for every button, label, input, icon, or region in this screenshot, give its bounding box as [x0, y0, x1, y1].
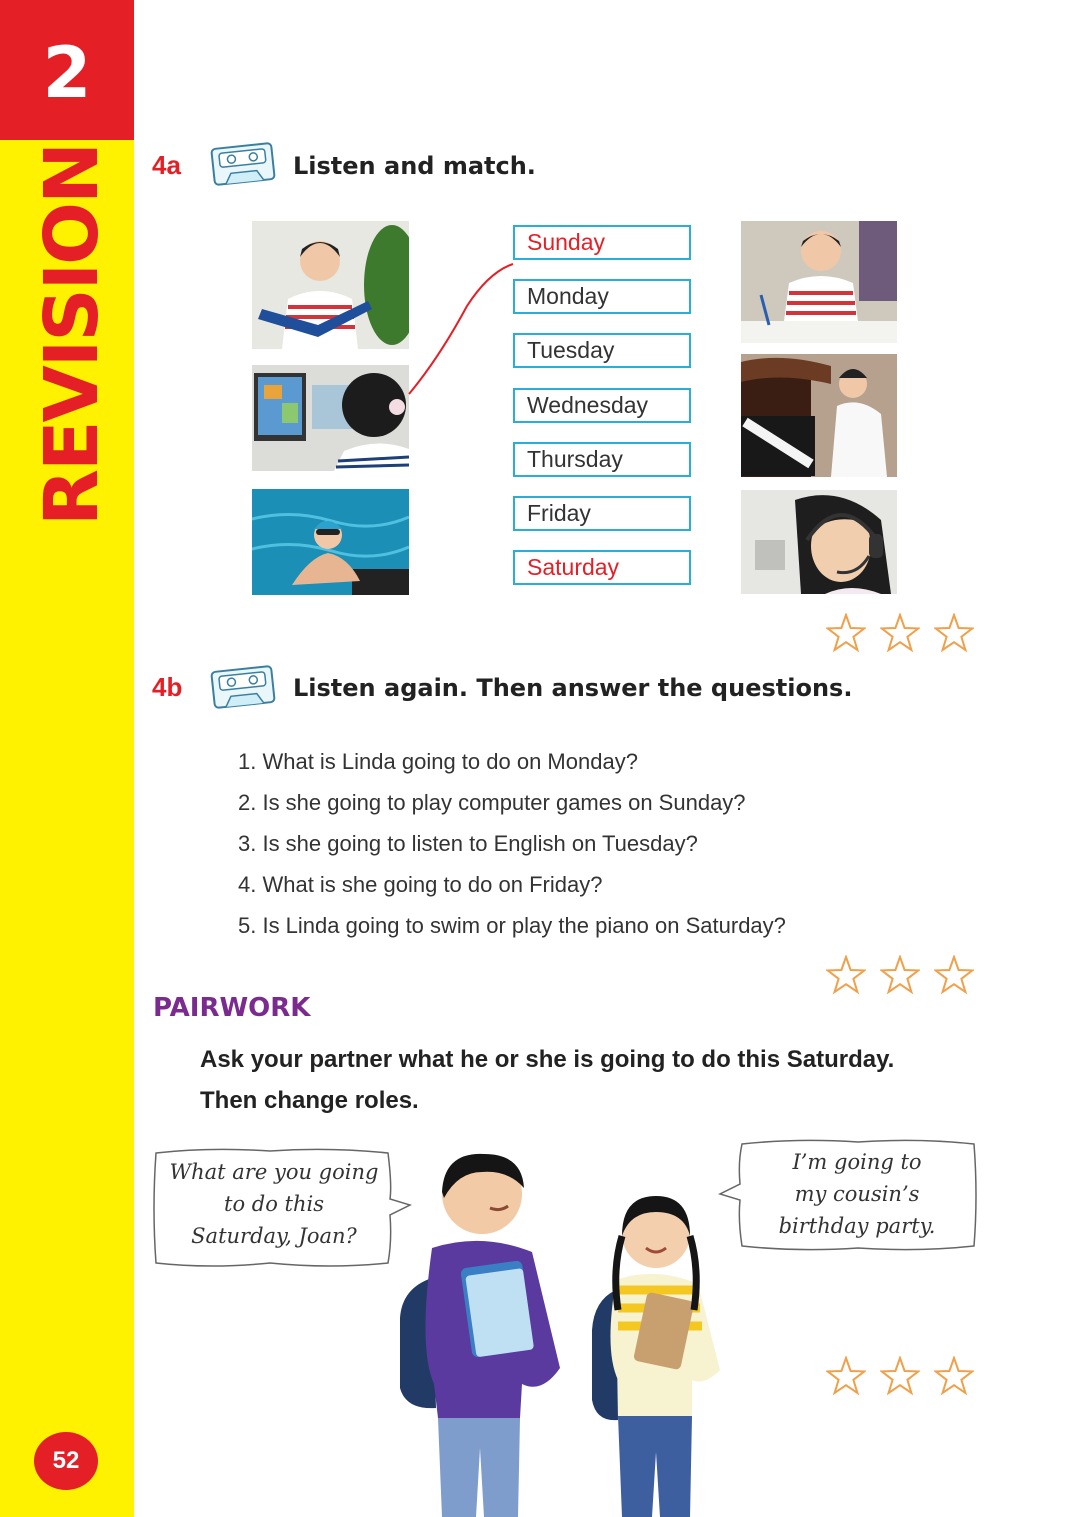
page-number: 52	[34, 1432, 98, 1490]
star-outline-icon[interactable]	[880, 955, 920, 995]
photo-girl-writing	[741, 221, 897, 343]
star-outline-icon[interactable]	[826, 955, 866, 995]
bubble-line: I’m going to	[792, 1150, 922, 1174]
section-4a-title: Listen and match.	[293, 152, 536, 180]
photo-girl-piano	[741, 354, 897, 477]
star-outline-icon[interactable]	[934, 613, 974, 653]
star-outline-icon[interactable]	[880, 613, 920, 653]
question-item: 2. Is she going to play computer games on Sunday?	[238, 790, 746, 815]
photo-girl-reading	[252, 221, 409, 349]
bubble-line: Saturday, Joan?	[191, 1224, 357, 1248]
bubble-line: What are you going	[169, 1160, 379, 1184]
star-outline-icon[interactable]	[826, 1356, 866, 1396]
pairwork-instruction-line2: Then change roles.	[200, 1087, 419, 1114]
section-4b-label: 4b	[152, 672, 183, 702]
question-item: 3. Is she going to listen to English on Tuesday?	[238, 831, 698, 856]
cassette-tape-icon[interactable]	[210, 663, 276, 711]
girl-illustration	[588, 1190, 724, 1517]
cassette-tape-icon[interactable]	[210, 140, 276, 188]
rating-stars-4a	[826, 613, 974, 653]
day-box-tuesday[interactable]: Tuesday	[513, 333, 691, 368]
pairwork-instruction-line1: Ask your partner what he or she is going to do this Saturday.	[200, 1046, 895, 1073]
rating-stars-pairwork	[826, 1356, 974, 1396]
photo-girl-swimming	[252, 489, 409, 595]
day-box-sunday[interactable]: Sunday	[513, 225, 691, 260]
star-outline-icon[interactable]	[880, 1356, 920, 1396]
revision-title: REVISION	[29, 143, 115, 527]
match-line	[405, 258, 517, 398]
day-box-thursday[interactable]: Thursday	[513, 442, 691, 477]
photo-girl-computer	[252, 365, 409, 471]
day-box-saturday[interactable]: Saturday	[513, 550, 691, 585]
star-outline-icon[interactable]	[934, 1356, 974, 1396]
day-box-monday[interactable]: Monday	[513, 279, 691, 314]
question-list	[238, 745, 998, 950]
bubble-line: my cousin’s	[794, 1182, 920, 1206]
day-box-friday[interactable]: Friday	[513, 496, 691, 531]
question-item: 5. Is Linda going to swim or play the piano on Saturday?	[238, 913, 786, 938]
unit-box	[0, 0, 134, 140]
unit-number: 2	[42, 32, 92, 114]
star-outline-icon[interactable]	[934, 955, 974, 995]
speech-bubble-right-text	[742, 1146, 972, 1242]
pairwork-title: PAIRWORK	[153, 993, 311, 1023]
star-outline-icon[interactable]	[826, 613, 866, 653]
section-4b-title: Listen again. Then answer the questions.	[293, 674, 853, 702]
question-item: 4. What is she going to do on Friday?	[238, 872, 603, 897]
bubble-line: to do this	[224, 1192, 324, 1216]
rating-stars-4b	[826, 955, 974, 995]
photo-girl-headphones	[741, 490, 897, 594]
section-4a-label: 4a	[152, 150, 181, 180]
sidebar	[0, 0, 134, 1517]
bubble-line: birthday party.	[778, 1214, 936, 1238]
revision-title-wrap	[29, 143, 115, 527]
boy-illustration	[392, 1148, 572, 1517]
question-item: 1. What is Linda going to do on Monday?	[238, 749, 638, 774]
speech-bubble-left-text	[156, 1156, 392, 1252]
day-box-wednesday[interactable]: Wednesday	[513, 388, 691, 423]
